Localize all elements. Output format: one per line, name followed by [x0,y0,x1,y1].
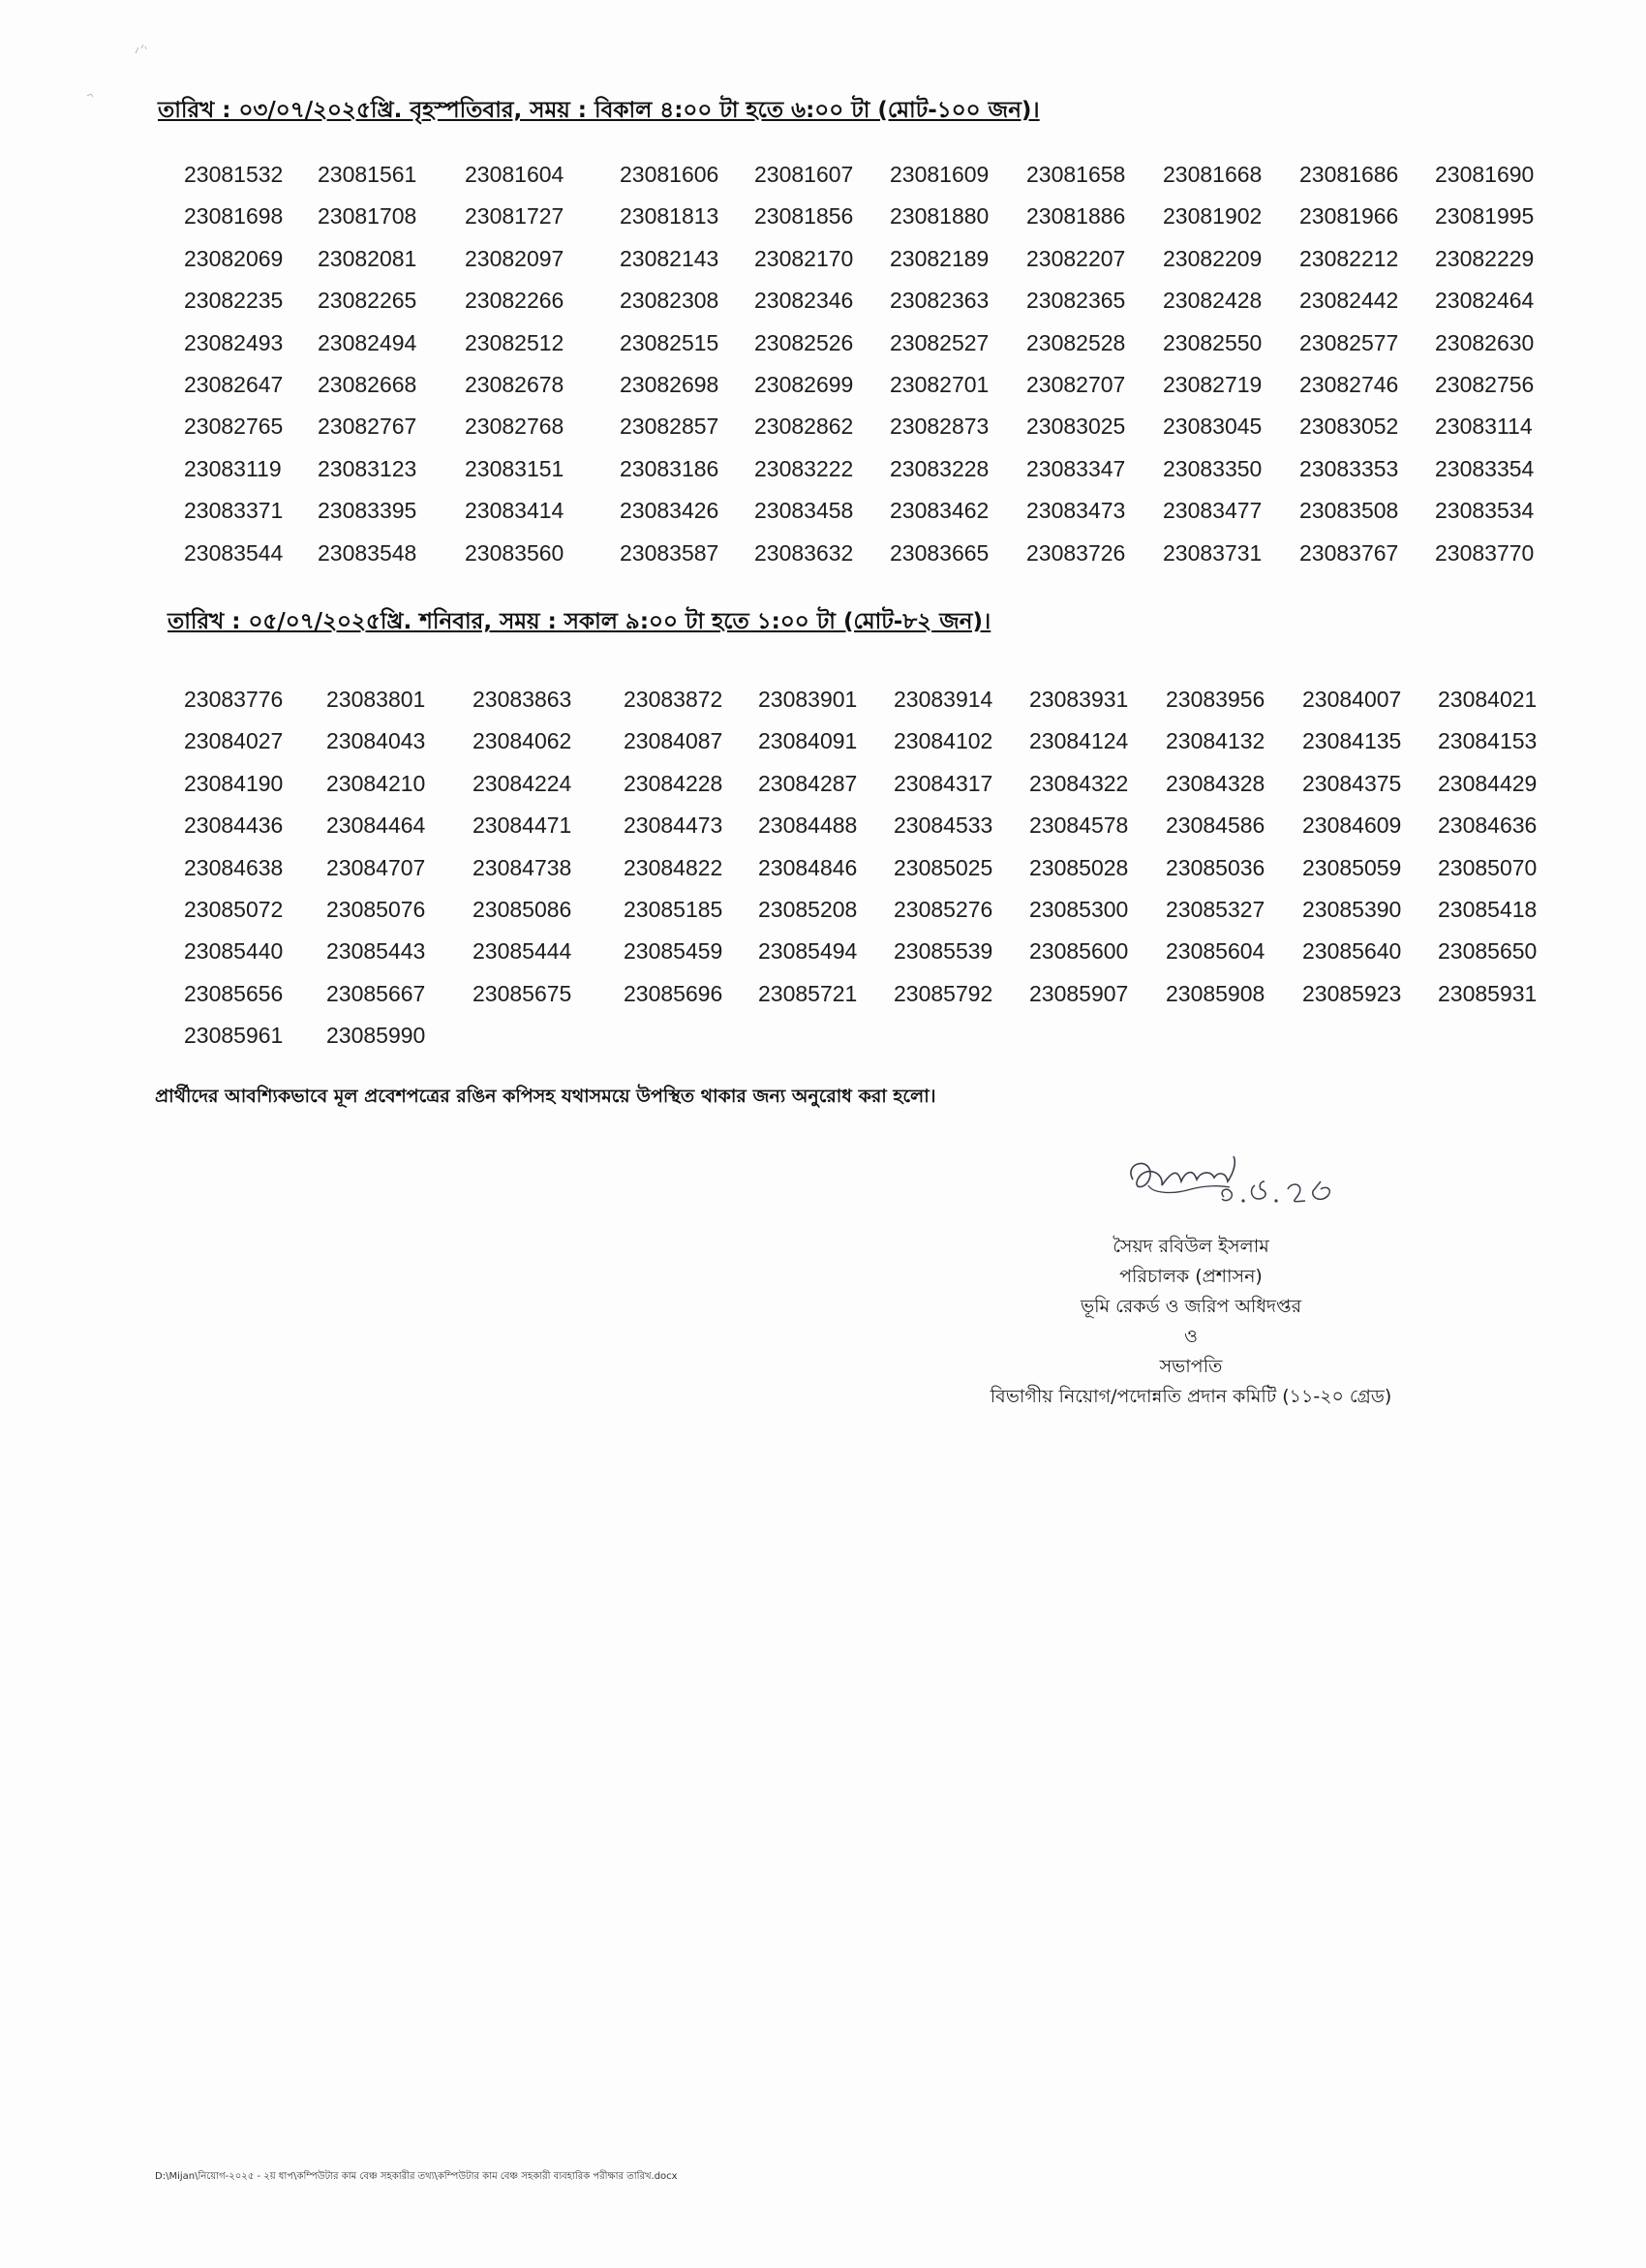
roll-number: 23084638 [184,855,284,880]
roll-number: 23081727 [465,203,564,229]
roll-number: 23082209 [1163,246,1263,271]
roll-number: 23082081 [318,246,417,271]
roll-number: 23083186 [620,456,719,481]
roll-number: 23084586 [1166,812,1265,838]
roll-number: 23084636 [1438,812,1538,838]
roll-number: 23085459 [624,938,723,964]
roll-number: 23083025 [1026,414,1126,439]
roll-number: 23082647 [184,372,284,397]
roll-number: 23082235 [184,288,284,313]
roll-number: 23082765 [184,414,284,439]
roll-number: 23082527 [890,330,990,355]
roll-number: 23085185 [624,897,723,922]
roll-number: 23082494 [318,330,417,355]
roll-number: 23082719 [1163,372,1263,397]
footer-file-path: D:\Mijan\নিয়োগ-২০২৫ - ২য় ধাপ\কম্পিউটার কাম বেঞ্চ সহকারীর তথ্য\কম্পিউটার কাম বেঞ্চ সহকারী ব্যবহারিক পরীক্ষার তারিখ.docx [155,2171,678,2182]
roll-number: 23082365 [1026,288,1126,313]
roll-number: 23082699 [754,372,854,397]
roll-number: 23082229 [1435,246,1535,271]
roll-number: 23085539 [894,938,993,964]
roll-number: 23085908 [1166,981,1265,1006]
roll-number: 23083414 [465,498,564,523]
roll-number: 23082512 [465,330,564,355]
roll-number: 23084473 [624,812,723,838]
roll-number: 23082701 [890,372,990,397]
roll-number: 23084135 [1302,728,1402,753]
roll-number: 23082515 [620,330,719,355]
roll-number: 23084224 [472,771,572,796]
roll-number: 23082857 [620,414,719,439]
roll-number: 23085072 [184,897,284,922]
roll-number: 23084228 [624,771,723,796]
roll-number: 23083151 [465,456,564,481]
roll-number: 23082308 [620,288,719,313]
roll-number: 23084471 [472,812,572,838]
signatory-office: ভূমি রেকর্ড ও জরিপ অধিদপ্তর [1080,1296,1302,1317]
roll-number: 23085076 [326,897,426,922]
roll-number: 23081690 [1435,162,1535,187]
roll-number: 23083228 [890,456,990,481]
section-1-heading: তারিখ : ০৩/০৭/২০২৫খ্রি. বৃহস্পতিবার, সময় : বিকাল ৪:০০ টা হতে ৬:০০ টা (মোট-১০০ জন)। [158,98,1040,123]
roll-number: 23085931 [1438,981,1538,1006]
roll-number: 23081698 [184,203,284,229]
roll-number: 23084087 [624,728,723,753]
signatory-role: সভাপতি [1159,1356,1223,1377]
signatory-conjunction: ও [1184,1326,1198,1347]
roll-number: 23083560 [465,540,564,566]
roll-number: 23083544 [184,540,284,566]
roll-number: 23083632 [754,540,854,566]
roll-number: 23084043 [326,728,426,753]
roll-number: 23083548 [318,540,417,566]
roll-number: 23083872 [624,687,723,712]
roll-number: 23082346 [754,288,854,313]
roll-number: 23085675 [472,981,572,1006]
roll-number: 23082767 [318,414,417,439]
roll-number: 23082069 [184,246,284,271]
roll-number: 23083587 [620,540,719,566]
roll-number: 23085721 [758,981,858,1006]
roll-number: 23082698 [620,372,719,397]
handwritten-signature-icon [1113,1143,1385,1230]
roll-number: 23081880 [890,203,990,229]
roll-number: 23083914 [894,687,993,712]
roll-number: 23084846 [758,855,858,880]
roll-number: 23085923 [1302,981,1402,1006]
roll-number: 23082189 [890,246,990,271]
roll-number: 23081686 [1299,162,1399,187]
roll-number: 23084091 [758,728,858,753]
roll-number: 23085604 [1166,938,1265,964]
roll-number: 23084488 [758,812,858,838]
roll-number: 23084822 [624,855,723,880]
roll-number: 23083052 [1299,414,1399,439]
roll-number: 23082678 [465,372,564,397]
roll-number: 23083801 [326,687,426,712]
roll-number: 23082266 [465,288,564,313]
roll-number: 23082707 [1026,372,1126,397]
scan-specks [0,0,194,136]
roll-number: 23084021 [1438,687,1538,712]
roll-number: 23084287 [758,771,858,796]
roll-number: 23083347 [1026,456,1126,481]
signatory-committee: বিভাগীয় নিয়োগ/পদোন্নতি প্রদান কমিটি (১১-২০ গ্রেড) [990,1386,1392,1407]
roll-number: 23081886 [1026,203,1126,229]
roll-number: 23085208 [758,897,858,922]
roll-number: 23083045 [1163,414,1263,439]
roll-number: 23084429 [1438,771,1538,796]
roll-number: 23085961 [184,1023,284,1048]
roll-number: 23085327 [1166,897,1265,922]
roll-number: 23083114 [1435,414,1533,439]
roll-number: 23085070 [1438,855,1538,880]
roll-number: 23083123 [318,456,417,481]
roll-number: 23084707 [326,855,426,880]
roll-number: 23082630 [1435,330,1535,355]
roll-number: 23085443 [326,938,426,964]
roll-number: 23085696 [624,981,723,1006]
roll-number: 23085276 [894,897,993,922]
roll-number: 23082756 [1435,372,1535,397]
roll-number: 23083222 [754,456,854,481]
roll-number: 23082873 [890,414,990,439]
roll-number: 23085086 [472,897,572,922]
roll-number: 23085650 [1438,938,1538,964]
roll-number: 23081609 [890,162,990,187]
roll-number: 23082746 [1299,372,1399,397]
roll-number: 23082862 [754,414,854,439]
roll-number: 23083458 [754,498,854,523]
roll-number: 23085907 [1029,981,1129,1006]
roll-number: 23083956 [1166,687,1265,712]
roll-number: 23082768 [465,414,564,439]
roll-number: 23084027 [184,728,284,753]
roll-number: 23082212 [1299,246,1399,271]
roll-number: 23083726 [1026,540,1126,566]
roll-number: 23085390 [1302,897,1402,922]
roll-number: 23081813 [620,203,719,229]
roll-number: 23083473 [1026,498,1126,523]
roll-number: 23083477 [1163,498,1263,523]
roll-number: 23082442 [1299,288,1399,313]
roll-number: 23084007 [1302,687,1402,712]
roll-number: 23082577 [1299,330,1399,355]
roll-number: 23084533 [894,812,993,838]
roll-number: 23082097 [465,246,564,271]
roll-number: 23083534 [1435,498,1535,523]
signatory-name: সৈয়দ রবিউল ইসলাম [1113,1236,1269,1257]
roll-number: 23084375 [1302,771,1402,796]
roll-number: 23085444 [472,938,572,964]
roll-number: 23084328 [1166,771,1265,796]
roll-number: 23085036 [1166,855,1265,880]
roll-number: 23081607 [754,162,854,187]
roll-number: 23081966 [1299,203,1399,229]
candidate-instruction: প্রার্থীদের আবশ্যিকভাবে মূল প্রবেশপত্রের রঙিন কপিসহ যথাসময়ে উপস্থিত থাকার জন্য অনুরোধ করা হলো। [155,1086,936,1107]
roll-number: 23085440 [184,938,284,964]
roll-number: 23084436 [184,812,284,838]
roll-number: 23084317 [894,771,993,796]
roll-number: 23085990 [326,1023,426,1048]
roll-number: 23084464 [326,812,426,838]
roll-number: 23081532 [184,162,284,187]
roll-number: 23083354 [1435,456,1535,481]
roll-number: 23082668 [318,372,417,397]
roll-number: 23082428 [1163,288,1263,313]
roll-number: 23082265 [318,288,417,313]
signatory-block [949,1232,1433,1412]
roll-number: 23082170 [754,246,854,271]
roll-number: 23081668 [1163,162,1263,187]
roll-number: 23085656 [184,981,284,1006]
roll-number: 23085418 [1438,897,1538,922]
roll-number: 23081561 [318,162,417,187]
roll-number: 23085640 [1302,938,1402,964]
roll-number: 23084609 [1302,812,1402,838]
roll-number: 23082493 [184,330,284,355]
roll-number: 23085025 [894,855,993,880]
roll-number: 23085667 [326,981,426,1006]
roll-number: 23085300 [1029,897,1129,922]
signatory-designation: পরিচালক (প্রশাসন) [1119,1266,1263,1287]
roll-number: 23085494 [758,938,858,964]
roll-number: 23083776 [184,687,284,712]
roll-number: 23083395 [318,498,417,523]
roll-number: 23081708 [318,203,417,229]
roll-number: 23083371 [184,498,284,523]
roll-number: 23085792 [894,981,993,1006]
roll-number: 23082464 [1435,288,1535,313]
roll-number: 23081856 [754,203,854,229]
roll-number: 23083901 [758,687,858,712]
roll-number: 23084062 [472,728,572,753]
roll-number: 23085600 [1029,938,1129,964]
roll-number: 23083767 [1299,540,1399,566]
roll-number: 23082528 [1026,330,1126,355]
roll-number: 23085028 [1029,855,1129,880]
roll-number: 23083770 [1435,540,1535,566]
roll-number: 23083426 [620,498,719,523]
roll-number: 23082363 [890,288,990,313]
section-2-heading: তারিখ : ০৫/০৭/২০২৫খ্রি. শনিবার, সময় : সকাল ৯:০০ টা হতে ১:০০ টা (মোট-৮২ জন)। [168,609,991,634]
roll-number: 23084210 [326,771,426,796]
roll-number: 23082550 [1163,330,1263,355]
roll-number: 23081606 [620,162,719,187]
roll-number: 23084124 [1029,728,1129,753]
roll-number: 23082207 [1026,246,1126,271]
roll-number: 23081604 [465,162,564,187]
roll-number: 23083665 [890,540,990,566]
roll-number: 23081902 [1163,203,1263,229]
roll-number: 23083931 [1029,687,1129,712]
roll-number: 23083353 [1299,456,1399,481]
roll-number: 23084578 [1029,812,1129,838]
roll-number: 23084738 [472,855,572,880]
roll-number: 23084132 [1166,728,1265,753]
roll-number: 23083863 [472,687,572,712]
roll-number: 23083350 [1163,456,1263,481]
roll-number: 23084102 [894,728,993,753]
roll-number: 23082143 [620,246,719,271]
roll-number: 23081658 [1026,162,1126,187]
roll-number: 23081995 [1435,203,1535,229]
roll-number: 23083731 [1163,540,1263,566]
roll-number: 23084190 [184,771,284,796]
roll-number: 23083119 [184,456,282,481]
roll-number: 23082526 [754,330,854,355]
roll-number: 23083508 [1299,498,1399,523]
roll-number: 23084322 [1029,771,1129,796]
roll-number: 23083462 [890,498,990,523]
roll-number: 23084153 [1438,728,1538,753]
roll-number: 23085059 [1302,855,1402,880]
